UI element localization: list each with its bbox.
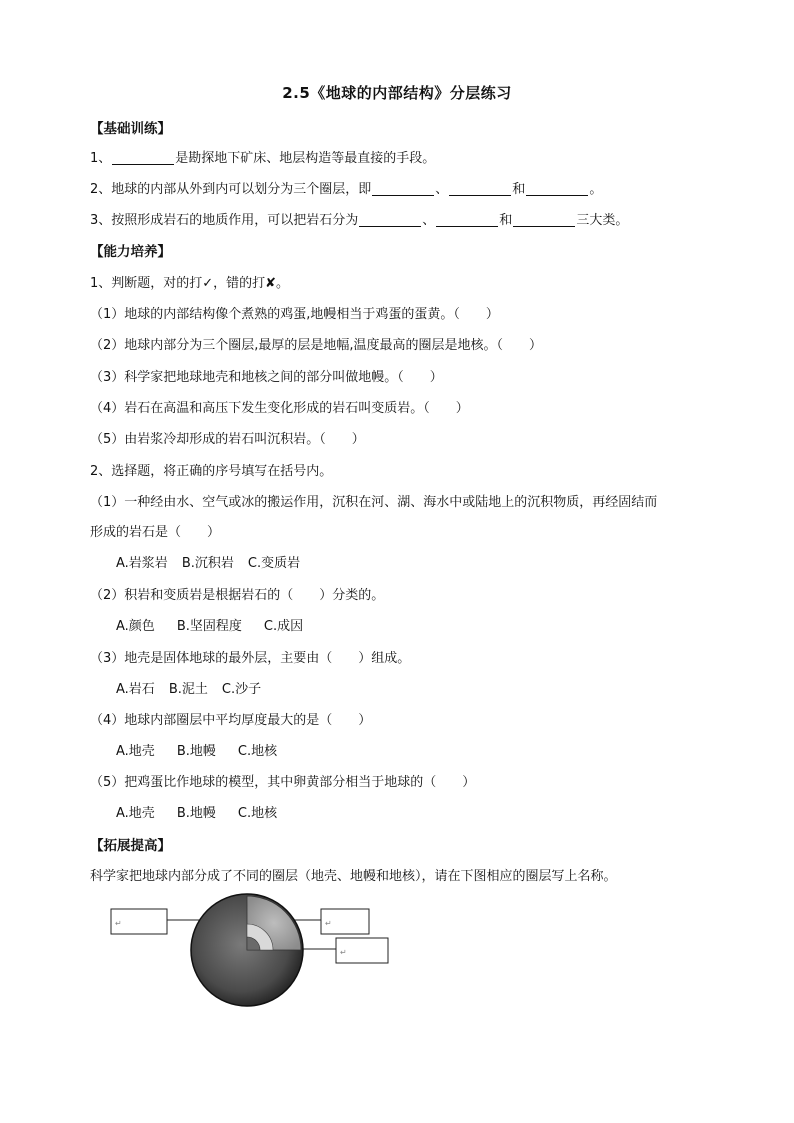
separator: 和	[499, 213, 513, 228]
answer-blank[interactable]	[513, 212, 575, 227]
option-c: C.地核	[237, 744, 278, 759]
answer-blank[interactable]	[526, 181, 588, 196]
true-false-item-1: （1）地球的内部结构像个煮熟的鸡蛋,地幔相当于鸡蛋的蛋黄。（ ）	[90, 307, 499, 322]
mc-options-4	[116, 740, 291, 759]
mc-question-3: （3）地壳是固体地球的最外层，主要由（ ）组成。	[90, 651, 411, 666]
option-a: A.岩石	[116, 682, 155, 697]
option-a: A.地壳	[116, 744, 155, 759]
mc-options-5	[116, 802, 291, 821]
option-c: C.沙子	[221, 682, 262, 697]
box-mark: ↵	[340, 948, 347, 957]
question-1	[90, 147, 435, 166]
question-2	[90, 178, 602, 197]
box-mark: ↵	[115, 919, 122, 928]
question-text: 是勘探地下矿床、地层构造等最直接的手段。	[175, 151, 436, 166]
mc-question-4: （4）地球内部圈层中平均厚度最大的是（ ）	[90, 713, 372, 728]
true-false-item-5: （5）由岩浆冷却形成的岩石叫沉积岩。（ ）	[90, 432, 365, 447]
page-title: 2.5《地球的内部结构》分层练习	[282, 84, 512, 102]
option-c: C.地核	[237, 806, 278, 821]
separator: 、	[422, 213, 436, 228]
question-text: 2、地球的内部从外到内可以划分为三个圈层，即	[90, 182, 372, 197]
multiple-choice-intro: 2、选择题，将正确的序号填写在括号内。	[90, 464, 333, 479]
question-end: 。	[589, 182, 603, 197]
option-b: B.坚固程度	[176, 619, 242, 634]
question-text: 3、按照形成岩石的地质作用，可以把岩石分为	[90, 213, 359, 228]
answer-blank[interactable]	[112, 150, 174, 165]
section-heading-basic: 【基础训练】	[90, 121, 171, 137]
true-false-intro: 1、判断题，对的打✓，错的打✘。	[90, 276, 290, 291]
box-mark: ↵	[325, 919, 332, 928]
option-a: A.岩浆岩	[116, 556, 168, 571]
option-b: B.泥土	[168, 682, 208, 697]
mc-question-5: （5）把鸡蛋比作地球的模型，其中卵黄部分相当于地球的（ ）	[90, 775, 476, 790]
section-heading-extension: 【拓展提高】	[90, 838, 171, 854]
true-false-item-2: （2）地球内部分为三个圈层,最厚的层是地幅,温度最高的圈层是地核。（ ）	[90, 338, 543, 353]
extension-instruction: 科学家把地球内部分成了不同的圈层（地壳、地幔和地核），请在下图相应的圈层写上名称。	[90, 869, 617, 884]
question-3	[90, 209, 628, 228]
option-c: C.成因	[263, 619, 304, 634]
true-false-item-4: （4）岩石在高温和高压下发生变化形成的岩石叫变质岩。（ ）	[90, 401, 469, 416]
option-b: B.地幔	[176, 806, 216, 821]
mc-options-1	[116, 552, 314, 571]
separator: 和	[512, 182, 526, 197]
mc-question-1-cont: 形成的岩石是（ ）	[90, 525, 221, 540]
option-a: A.颜色	[116, 619, 155, 634]
answer-blank[interactable]	[449, 181, 511, 196]
mc-options-3	[116, 678, 275, 697]
section-heading-ability: 【能力培养】	[90, 244, 171, 260]
mc-question-1: （1）一种经由水、空气或冰的搬运作用，沉积在河、湖、海水中或陆地上的沉积物质，再经固结而	[90, 495, 658, 510]
separator: 、	[435, 182, 449, 197]
earth-structure-diagram	[100, 890, 400, 1012]
option-a: A.地壳	[116, 806, 155, 821]
question-number: 1、	[90, 151, 112, 166]
mc-question-2: （2）积岩和变质岩是根据岩石的（ ）分类的。	[90, 588, 385, 603]
true-false-item-3: （3）科学家把地球地壳和地核之间的部分叫做地幔。（ ）	[90, 370, 443, 385]
question-end: 三大类。	[576, 213, 629, 228]
option-b: B.沉积岩	[181, 556, 234, 571]
answer-blank[interactable]	[436, 212, 498, 227]
answer-blank[interactable]	[372, 181, 434, 196]
option-c: C.变质岩	[247, 556, 301, 571]
answer-blank[interactable]	[359, 212, 421, 227]
mc-options-2	[116, 615, 317, 634]
option-b: B.地幔	[176, 744, 216, 759]
